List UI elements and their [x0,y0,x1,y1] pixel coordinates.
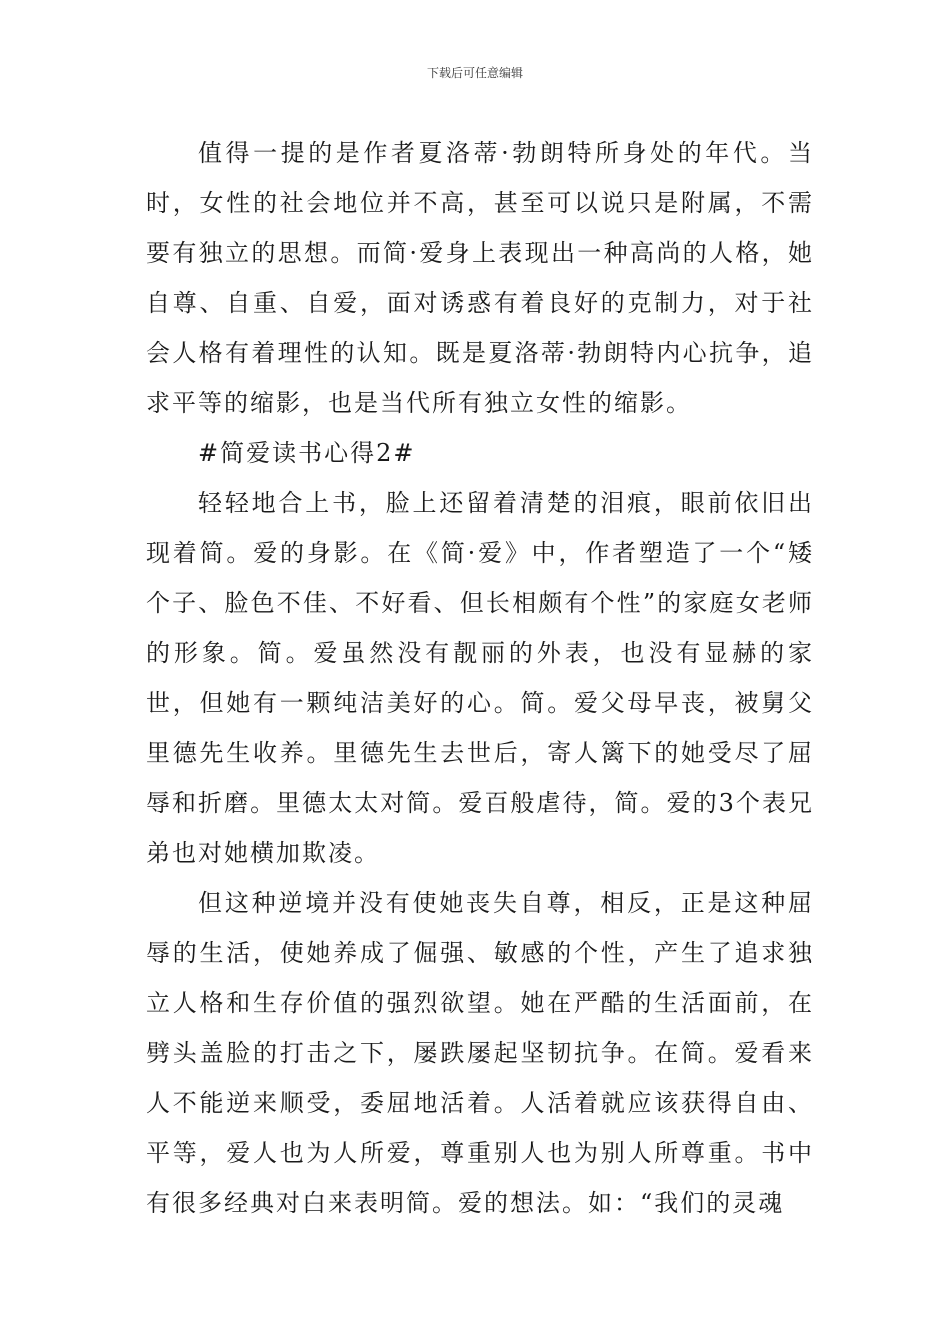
section-heading: #简爱读书心得2# [198,439,416,467]
paragraph-2: 轻轻地合上书，脸上还留着清楚的泪痕，眼前依旧出现着简。爱的身影。在《简·爱》中，作者塑造了一个“矮个子、脸色不佳、不好看、但长相颇有个性”的家庭女老师的形象。简。爱虽然没有靓丽的外表，也没有显赫的家世，但她有一颗纯洁美好的心。简。爱父母早丧，被舅父里德先生收养。里德先生去世后，寄人篱下的她受尽了屈辱和折磨。里德太太对简。爱百般虐待，简。爱的3个表兄弟也对她横加欺凌。 [146,489,814,867]
paragraph-3: 但这种逆境并没有使她丧失自尊，相反，正是这种屈辱的生活，使她养成了倔强、敏感的个性，产生了追求独立人格和生存价值的强烈欲望。她在严酷的生活面前，在劈头盖脸的打击之下，屡跌屡起坚韧抗争。在简。爱看来人不能逆来顺受，委屈地活着。人活着就应该获得自由、平等，爱人也为人所爱，尊重别人也为别人所尊重。书中有很多经典对白来表明简。爱的想法。如：“我们的灵魂 [146,889,814,1217]
header-note: 下载后可任意编辑 [426,66,523,80]
paragraph-1: 值得一提的是作者夏洛蒂·勃朗特所身处的年代。当时，女性的社会地位并不高，甚至可以说只是附属，不需要有独立的思想。而简·爱身上表现出一种高尚的人格，她自尊、自重、自爱，面对诱惑有着良好的克制力，对于社会人格有着理性的认知。既是夏洛蒂·勃朗特内心抗争，追求平等的缩影，也是当代所有独立女性的缩影。 [146,139,814,417]
document-body [146,128,814,1228]
